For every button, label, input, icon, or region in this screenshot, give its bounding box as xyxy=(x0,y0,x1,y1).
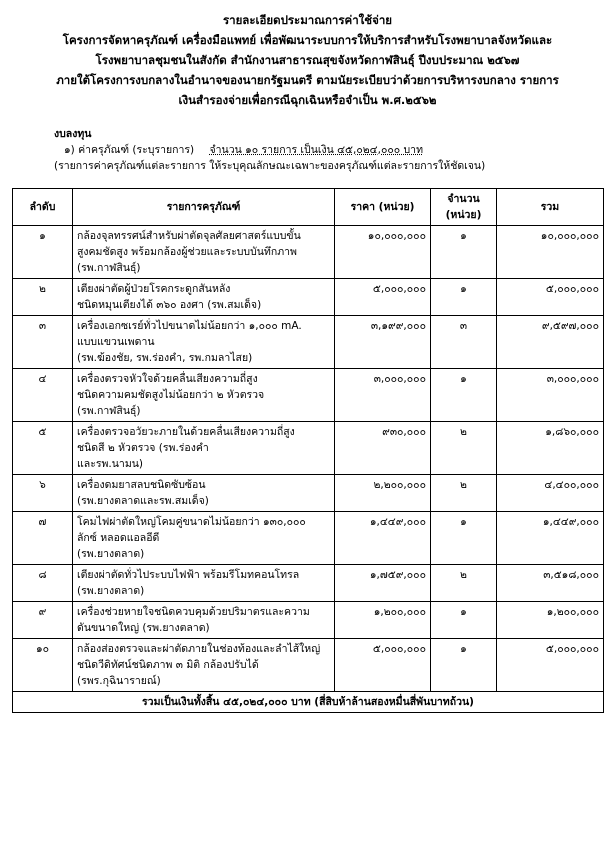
row-number: ๕ xyxy=(13,422,73,475)
row-item-name-line-1: กล้องจุลทรรศน์สำหรับผ่าตัดจุลศัลยศาสตร์แบบขั้น xyxy=(77,230,301,242)
row-total: ๙,๕๙๗,๐๐๐ xyxy=(497,316,604,369)
budget-item-line xyxy=(64,142,603,158)
row-item-name-line-2: (รพ.ยางตลาดและรพ.สมเด็จ) xyxy=(77,495,209,507)
row-item-name-line-2: ลักซ์ หลอดแอลอีดี xyxy=(77,532,160,544)
row-number: ๙ xyxy=(13,602,73,639)
row-total: ๑๐,๐๐๐,๐๐๐ xyxy=(497,226,604,279)
document-title xyxy=(12,10,603,110)
row-item-name-line-1: เครื่องตรวจหัวใจด้วยคลื่นเสียงความถี่สูง xyxy=(77,373,258,385)
title-line-5: เงินสำรองจ่ายเพื่อกรณีฉุกเฉินหรือจำเป็น พ.ศ.๒๕๖๒ xyxy=(178,93,437,107)
row-item-name-line-3: และรพ.นามน) xyxy=(77,458,144,470)
row-total: ๑,๔๔๙,๐๐๐ xyxy=(497,512,604,565)
row-item-name xyxy=(73,565,335,602)
row-quantity: ๓ xyxy=(431,316,497,369)
row-item-name-line-1: กล้องส่องตรวจและผ่าตัดภายในช่องท้องและลำไส้ใหญ่ xyxy=(77,643,321,655)
row-item-name-line-3: (รพร.กุฉินารายณ์) xyxy=(77,675,161,687)
row-item-name xyxy=(73,279,335,316)
row-quantity: ๑ xyxy=(431,279,497,316)
row-item-name-line-2: ชนิดสี ๒ หัวตรวจ (รพ.ร่องคำ xyxy=(77,442,209,454)
table-row xyxy=(13,369,604,422)
row-quantity: ๒ xyxy=(431,422,497,475)
row-unit-price: ๑,๗๕๙,๐๐๐ xyxy=(335,565,431,602)
table-row xyxy=(13,639,604,692)
row-number: ๘ xyxy=(13,565,73,602)
table-row xyxy=(13,279,604,316)
header-total: รวม xyxy=(497,189,604,226)
row-quantity: ๑ xyxy=(431,602,497,639)
row-item-name xyxy=(73,316,335,369)
table-header-row xyxy=(13,189,604,226)
header-qty xyxy=(431,189,497,226)
row-item-name-line-2: แบบแขวนเพดาน xyxy=(77,336,155,348)
row-item-name xyxy=(73,639,335,692)
row-item-name-line-1: โคมไฟผ่าตัดใหญ่โคมคู่ขนาดไม่น้อยกว่า ๑๓๐,๐๐๐ xyxy=(77,516,306,528)
row-number: ๒ xyxy=(13,279,73,316)
row-number: ๑๐ xyxy=(13,639,73,692)
table-row xyxy=(13,565,604,602)
table-body xyxy=(13,226,604,692)
section-heading: งบลงทุน xyxy=(54,128,92,140)
table-row xyxy=(13,422,604,475)
row-unit-price: ๑๐,๐๐๐,๐๐๐ xyxy=(335,226,431,279)
row-item-name-line-1: เครื่องเอกซเรย์ทั่วไปขนาดไม่น้อยกว่า ๑,๐๐๐ mA. xyxy=(77,320,302,332)
row-quantity: ๑ xyxy=(431,639,497,692)
budget-note: (รายการค่าครุภัณฑ์แต่ละรายการ ให้ระบุคุณลักษณะเฉพาะของครุภัณฑ์แต่ละรายการให้ชัดเจน) xyxy=(54,160,486,172)
row-number: ๖ xyxy=(13,475,73,512)
row-unit-price: ๓,๐๐๐,๐๐๐ xyxy=(335,369,431,422)
row-number: ๗ xyxy=(13,512,73,565)
row-total: ๔,๔๐๐,๐๐๐ xyxy=(497,475,604,512)
row-item-name-line-3: (รพ.กาฬสินธุ์) xyxy=(77,262,141,274)
row-total: ๕,๐๐๐,๐๐๐ xyxy=(497,279,604,316)
row-unit-price: ๑,๒๐๐,๐๐๐ xyxy=(335,602,431,639)
row-number: ๑ xyxy=(13,226,73,279)
budget-item-prefix: ๑) ค่าครุภัณฑ์ (ระบุรายการ) xyxy=(64,144,195,156)
row-quantity: ๑ xyxy=(431,512,497,565)
table-row xyxy=(13,512,604,565)
row-item-name-line-1: เครื่องตรวจอวัยวะภายในด้วยคลื่นเสียงความถี่สูง xyxy=(77,426,295,438)
row-item-name-line-3: (รพ.ฆ้องชัย, รพ.ร่องคำ, รพ.กมลาไสย) xyxy=(77,352,253,364)
row-quantity: ๒ xyxy=(431,565,497,602)
table-row xyxy=(13,226,604,279)
row-item-name-line-2: (รพ.ยางตลาด) xyxy=(77,585,145,597)
budget-item-summary: จำนวน ๑๐ รายการ เป็นเงิน ๔๕,๐๒๔,๐๐๐ บาท xyxy=(209,144,423,156)
row-item-name-line-1: เครื่องดมยาสลบชนิดซับซ้อน xyxy=(77,479,206,491)
row-unit-price: ๙๓๐,๐๐๐ xyxy=(335,422,431,475)
row-number: ๔ xyxy=(13,369,73,422)
row-item-name-line-3: (รพ.ยางตลาด) xyxy=(77,548,145,560)
row-quantity: ๑ xyxy=(431,369,497,422)
row-item-name xyxy=(73,422,335,475)
row-total: ๓,๐๐๐,๐๐๐ xyxy=(497,369,604,422)
header-qty-line1: จำนวน xyxy=(447,193,480,205)
row-number: ๓ xyxy=(13,316,73,369)
row-item-name xyxy=(73,226,335,279)
row-item-name-line-1: เครื่องช่วยหายใจชนิดควบคุมด้วยปริมาตรและความ xyxy=(77,606,310,618)
row-total: ๕,๐๐๐,๐๐๐ xyxy=(497,639,604,692)
row-item-name xyxy=(73,602,335,639)
header-name: รายการครุภัณฑ์ xyxy=(73,189,335,226)
row-unit-price: ๕,๐๐๐,๐๐๐ xyxy=(335,639,431,692)
title-line-2: โครงการจัดหาครุภัณฑ์ เครื่องมือแพทย์ เพื่อพัฒนาระบบการให้บริการสำหรับโรงพยาบาลจังหวัดและ xyxy=(62,33,553,47)
row-unit-price: ๓,๑๙๙,๐๐๐ xyxy=(335,316,431,369)
header-price: ราคา (หน่วย) xyxy=(335,189,431,226)
header-no: ลำดับ xyxy=(13,189,73,226)
row-item-name-line-2: ดันขนาดใหญ่ (รพ.ยางตลาด) xyxy=(77,622,210,634)
row-quantity: ๑ xyxy=(431,226,497,279)
header-qty-line2: (หน่วย) xyxy=(445,209,482,221)
title-line-4: ภายใต้โครงการงบกลางในอำนาจของนายกรัฐมนตรี ตามนัยระเบียบว่าด้วยการบริหารงบกลาง รายการ xyxy=(56,73,559,87)
row-unit-price: ๕,๐๐๐,๐๐๐ xyxy=(335,279,431,316)
equipment-table xyxy=(12,188,604,713)
row-total: ๑,๘๖๐,๐๐๐ xyxy=(497,422,604,475)
title-line-3: โรงพยาบาลชุมชนในสังกัด สำนักงานสาธารณสุขจังหวัดกาฬสินธุ์ ปีงบประมาณ ๒๕๖๗ xyxy=(95,53,520,67)
row-item-name-line-2: ชนิดหมุนเตียงได้ ๓๖๐ องศา (รพ.สมเด็จ) xyxy=(77,299,262,311)
row-item-name xyxy=(73,369,335,422)
row-item-name xyxy=(73,512,335,565)
row-item-name-line-3: (รพ.กาฬสินธุ์) xyxy=(77,405,141,417)
table-total-row xyxy=(13,692,604,713)
row-item-name-line-1: เตียงผ่าตัดผู้ป่วยโรคกระดูกสันหลัง xyxy=(77,283,231,295)
table-row xyxy=(13,316,604,369)
row-unit-price: ๒,๒๐๐,๐๐๐ xyxy=(335,475,431,512)
title-line-1: รายละเอียดประมาณการค่าใช้จ่าย xyxy=(222,13,393,27)
row-quantity: ๒ xyxy=(431,475,497,512)
row-total: ๓,๕๑๘,๐๐๐ xyxy=(497,565,604,602)
row-item-name-line-2: สูงคมชัดสูง พร้อมกล้องผู้ช่วยและระบบบันทึกภาพ xyxy=(77,246,297,258)
grand-total: รวมเป็นเงินทั้งสิ้น ๔๕,๐๒๔,๐๐๐ บาท (สี่สิบห้าล้านสองหมื่นสี่พันบาทถ้วน) xyxy=(13,692,604,713)
row-unit-price: ๑,๔๔๙,๐๐๐ xyxy=(335,512,431,565)
row-item-name-line-1: เตียงผ่าตัดทั่วไประบบไฟฟ้า พร้อมรีโมทคอนโทรล xyxy=(77,569,300,581)
row-item-name-line-2: ชนิดความคมชัดสูงไม่น้อยกว่า ๒ หัวตรวจ xyxy=(77,389,265,401)
row-item-name-line-2: ชนิดวีดิทัศน์ชนิดภาพ ๓ มิติ กล้องปรับได้ xyxy=(77,659,259,671)
table-row xyxy=(13,602,604,639)
table-row xyxy=(13,475,604,512)
row-total: ๑,๒๐๐,๐๐๐ xyxy=(497,602,604,639)
row-item-name xyxy=(73,475,335,512)
